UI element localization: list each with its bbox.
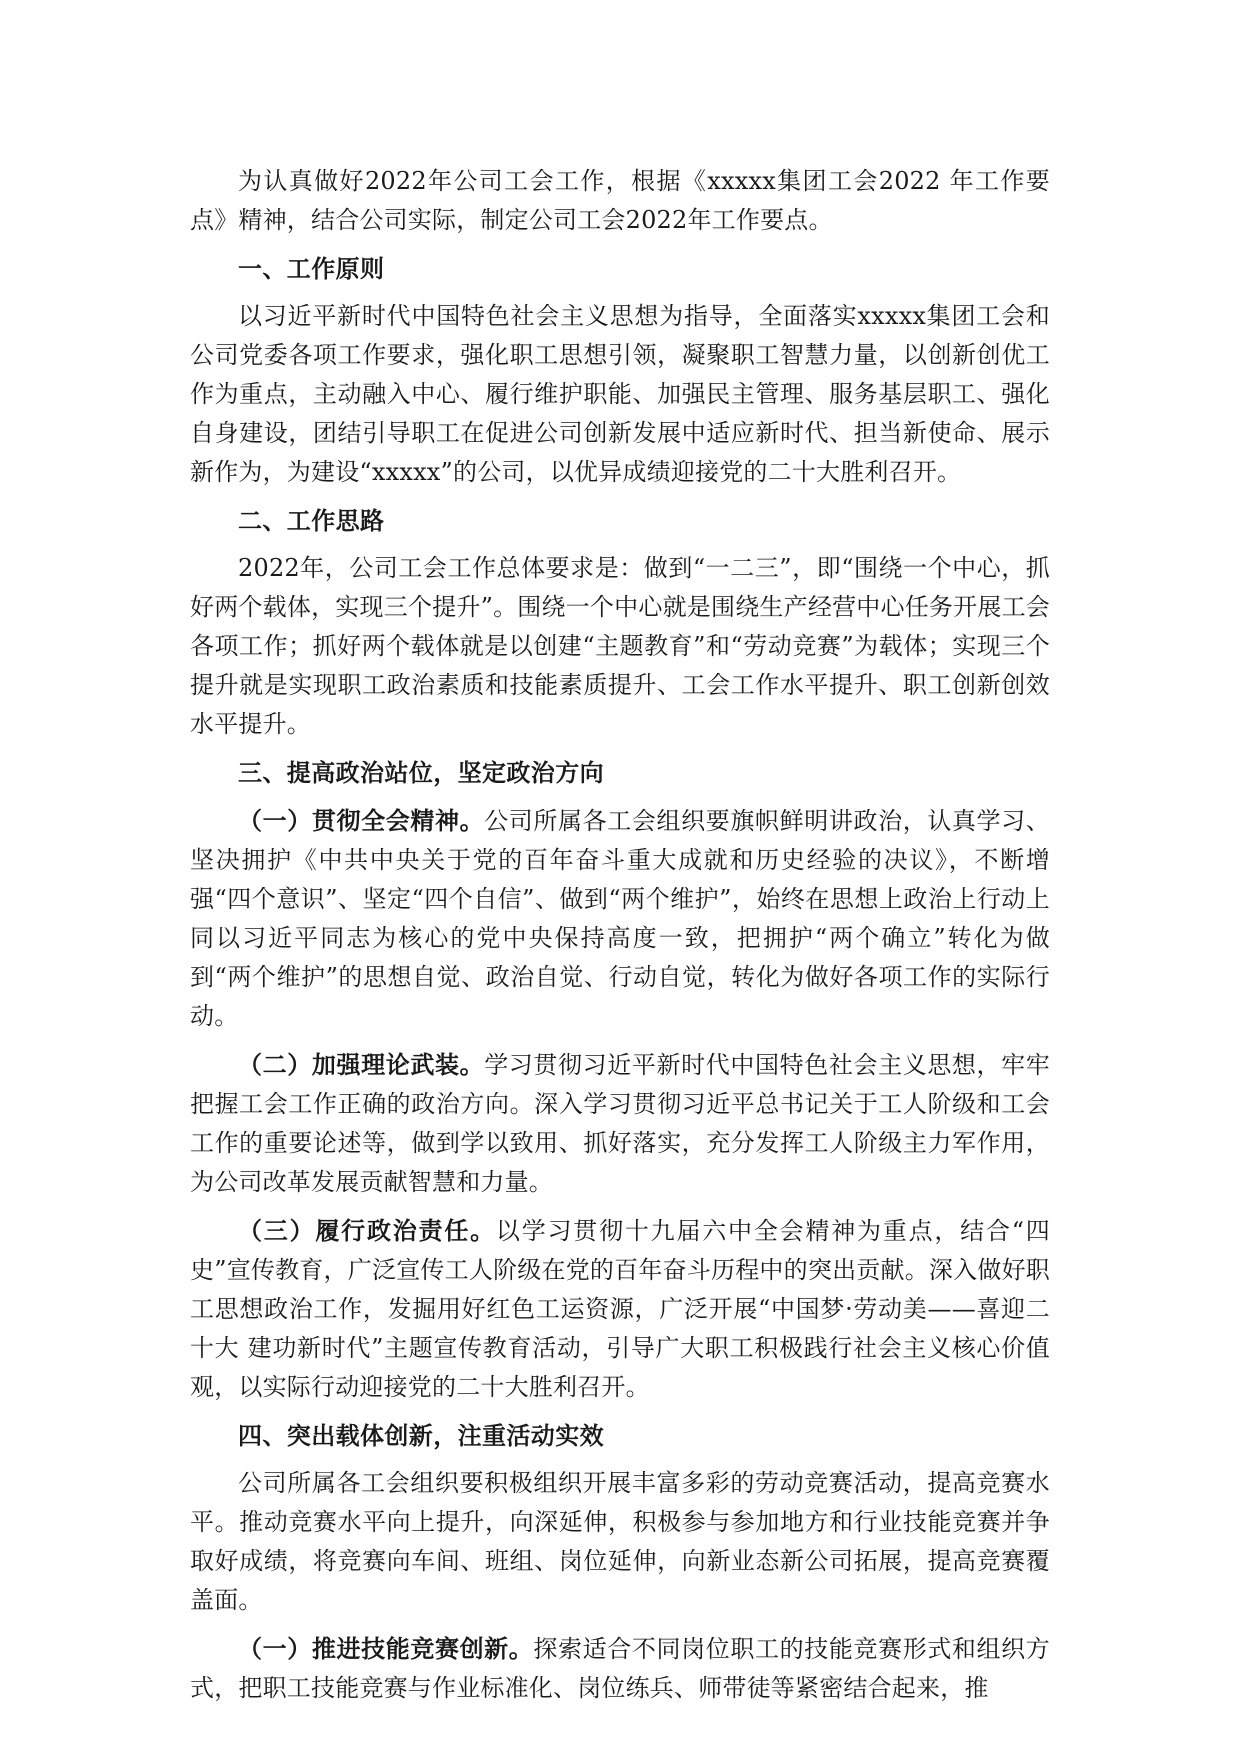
item-lead: （二）加强理论武装。 [238,1050,485,1079]
list-item [190,1211,1050,1407]
item-body: 探索适合不同岗位职工的技能竞赛形式和组织方式，把职工技能竞赛与作业标准化、岗位练兵、师带徒等紧密结合起来，推 [190,1635,1050,1702]
item-body: 公司所属各工会组织要旗帜鲜明讲政治，认真学习、坚决拥护《中共中央关于党的百年奋斗重大成就和历史经验的决议》，不断增强“四个意识”、坚定“四个自信”、做到“两个维护”，始终在思想上政治上行动上同以习近平同志为核心的党中央保持高度一致，把拥护“两个确立”转化为做到“两个维护”的思想自觉、政治自觉、行动自觉，转化为做好各项工作的实际行动。 [190,807,1050,1030]
list-item [190,1629,1050,1708]
approach-paragraph: 2022年，公司工会工作总体要求是：做到“一二三”，即“围绕一个中心，抓好两个载体，实现三个提升”。围绕一个中心就是围绕生产经营中心任务开展工会各项工作；抓好两个载体就是以创建“主题教育”和“劳动竞赛”为载体；实现三个提升就是实现职工政治素质和技能素质提升、工会工作水平提升、职工创新创效水平提升。 [190,554,1050,738]
section-heading-principles: 一、工作原则 [238,254,385,283]
list-item [190,1045,1050,1202]
principles-paragraph: 以习近平新时代中国特色社会主义思想为指导，全面落实xxxxx集团工会和公司党委各项工作要求，强化职工思想引领，凝聚职工智慧力量，以创新创优工作为重点，主动融入中心、履行维护职能、加强民主管理、服务基层职工、强化自身建设，团结引导职工在促进公司创新发展中适应新时代、担当新使命、展示新作为，为建设“xxxxx”的公司，以优异成绩迎接党的二十大胜利召开。 [190,302,1050,486]
item-body: 以学习贯彻十九届六中全会精神为重点，结合“四史”宣传教育，广泛宣传工人阶级在党的百年奋斗历程中的突出贡献。深入做好职工思想政治工作，发掘用好红色工运资源，广泛开展“中国梦·劳动美——喜迎二十大 建功新时代”主题宣传教育活动，引导广大职工积极践行社会主义核心价值观，以实际行动迎接党的二十大胜利召开。 [190,1217,1051,1401]
section-heading-innovation: 四、突出载体创新，注重活动实效 [238,1421,604,1450]
item-lead: （一）推进技能竞赛创新。 [238,1634,534,1663]
intro-paragraph: 为认真做好2022年公司工会工作，根据《xxxxx集团工会2022 年工作要点》精神，结合公司实际，制定公司工会2022年工作要点。 [190,167,1050,234]
item-body: 学习贯彻习近平新时代中国特色社会主义思想，牢牢把握工会工作正确的政治方向。深入学习贯彻习近平总书记关于工人阶级和工会工作的重要论述等，做到学以致用、抓好落实，充分发挥工人阶级主力军作用，为公司改革发展贡献智慧和力量。 [190,1051,1050,1196]
section-heading-approach: 二、工作思路 [238,506,385,535]
item-lead: （三）履行政治责任。 [238,1216,496,1245]
document-body [190,162,1050,1717]
innovation-paragraph: 公司所属各工会组织要积极组织开展丰富多彩的劳动竞赛活动，提高竞赛水平。推动竞赛水平向上提升，向深延伸，积极参与参加地方和行业技能竞赛并争取好成绩，将竞赛向车间、班组、岗位延伸，向新业态新公司拓展，提高竞赛覆盖面。 [190,1469,1050,1614]
section-heading-political-stance: 三、提高政治站位，坚定政治方向 [238,758,604,787]
item-lead: （一）贯彻全会精神。 [238,806,485,835]
list-item [190,801,1050,1036]
